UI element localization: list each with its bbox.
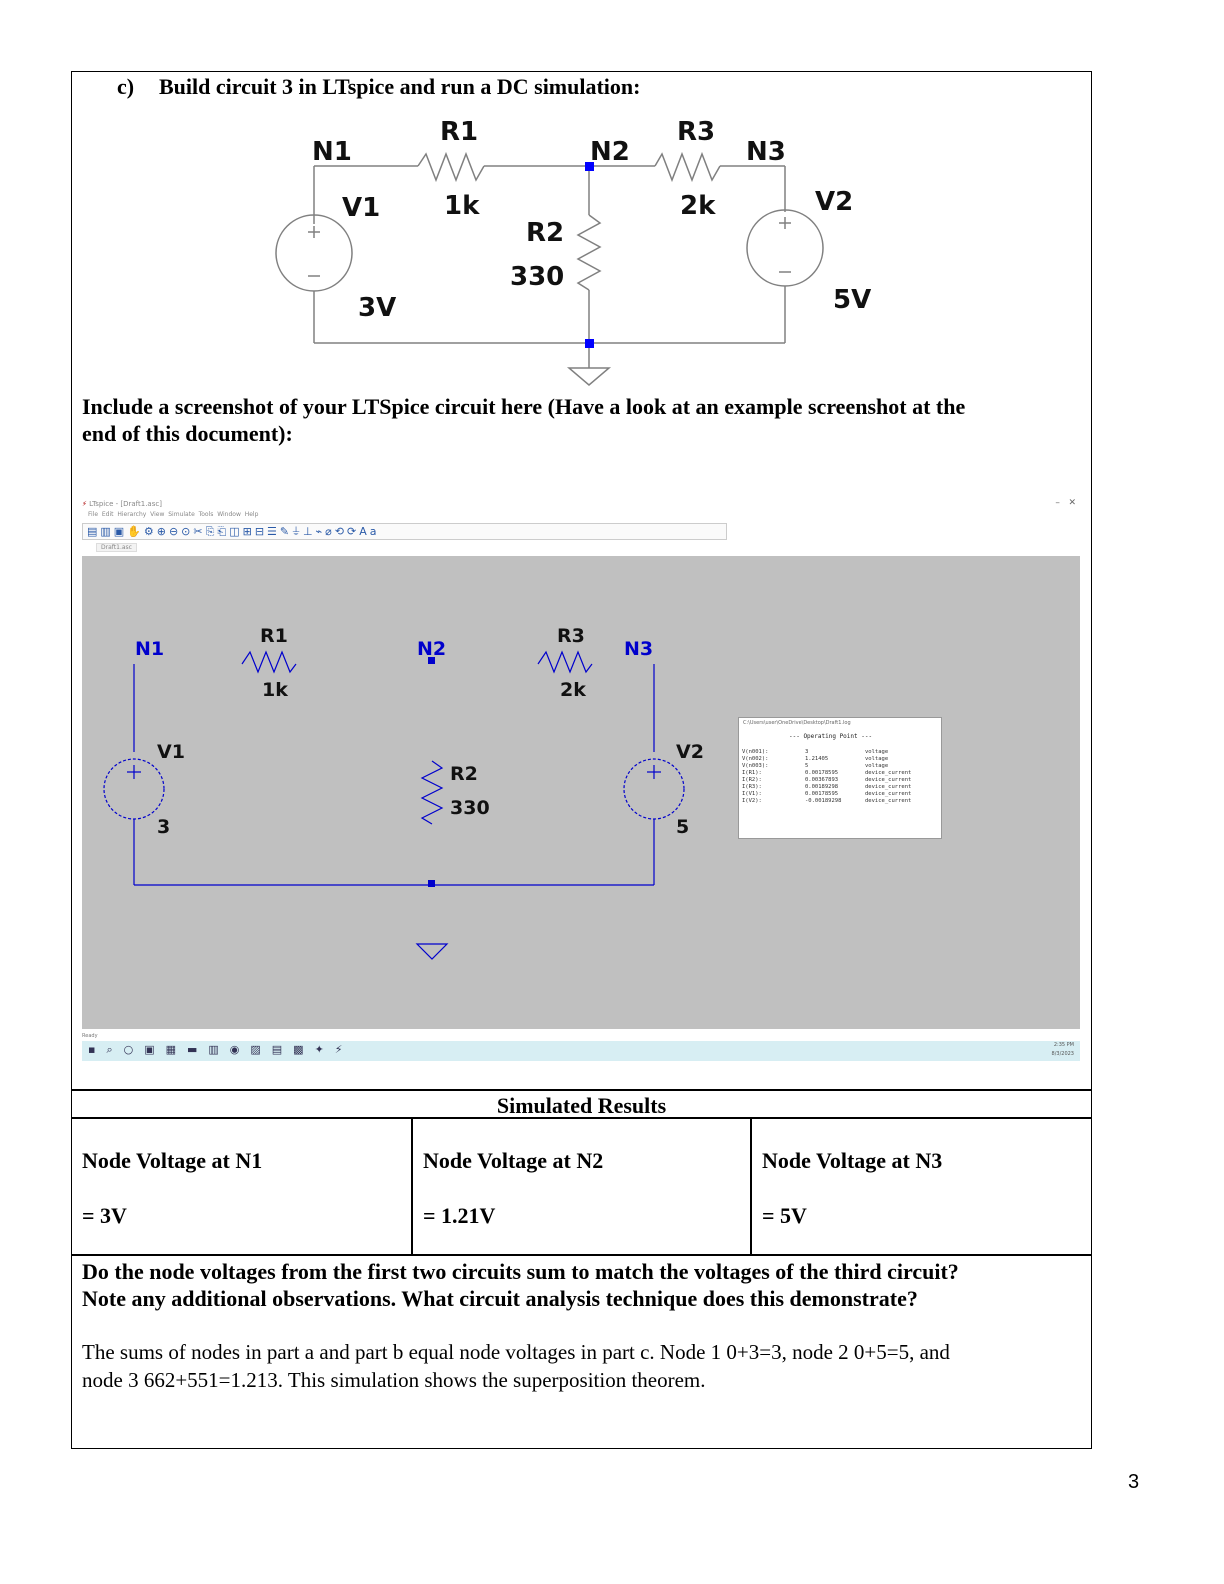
- menu-window[interactable]: Window: [217, 511, 241, 518]
- ltspice-label-r3: R3: [557, 625, 585, 647]
- section-label: c): [117, 74, 135, 99]
- n2-value: = 1.21V: [423, 1203, 496, 1228]
- resistor-r3-zigzag: [655, 154, 720, 180]
- ltspice-label-n2: N2: [417, 638, 447, 660]
- ltspice-node-marker-gnd: [428, 880, 435, 887]
- menu-simulate[interactable]: Simulate: [168, 511, 195, 518]
- toolbar: [82, 523, 727, 540]
- ltspice-window: [82, 498, 1080, 1064]
- label-v2: V2: [815, 187, 854, 217]
- rule-question-top: [71, 1254, 1092, 1256]
- label-n1: N1: [312, 137, 352, 167]
- menu-help[interactable]: Help: [244, 511, 259, 518]
- page-number: 3: [1128, 1471, 1140, 1493]
- op-window-title: C:\Users\user\OneDrive\Desktop\Draft1.log: [743, 720, 851, 726]
- n1-value: = 3V: [82, 1203, 127, 1228]
- ltspice-label-r1: R1: [260, 625, 288, 647]
- ltspice-label-v2-value: 5: [676, 816, 690, 838]
- label-n2: N2: [590, 137, 630, 167]
- operating-point-window[interactable]: [738, 717, 942, 839]
- ltspice-app-icon: ⚡: [82, 500, 87, 508]
- menu-edit[interactable]: Edit: [101, 511, 114, 518]
- ltspice-label-r2: R2: [450, 763, 478, 785]
- resistor-r1-zigzag: [418, 154, 484, 180]
- window-controls[interactable]: – ✕: [1055, 498, 1076, 508]
- circuit-schematic: [260, 110, 880, 390]
- instruction-line-2: end of this document):: [82, 421, 293, 446]
- label-v1-value: 3V: [358, 293, 397, 323]
- answer-line-1: The sums of nodes in part a and part b equal node voltages in part c. Node 1 0+3=3, node 2 0+5=5, and: [82, 1340, 950, 1364]
- taskbar-icons[interactable]: ▪⌕○▣▦▬▥◉▨▤▩✦⚡: [88, 1043, 354, 1056]
- op-row: V(n001): 3 voltage: [742, 749, 889, 755]
- ltspice-label-r2-value: 330: [450, 797, 490, 819]
- section-heading: Build circuit 3 in LTspice and run a DC simulation:: [159, 74, 641, 99]
- ltspice-label-v1-value: 3: [157, 816, 171, 838]
- ground-symbol: [569, 368, 609, 385]
- menu-bar: [88, 511, 258, 518]
- taskbar: [82, 1041, 1080, 1061]
- label-r2: R2: [526, 218, 565, 248]
- results-title: Simulated Results: [496, 1093, 667, 1118]
- cell-divider-1: [411, 1117, 413, 1255]
- resistor-r2-zigzag: [578, 215, 600, 290]
- menu-view[interactable]: View: [150, 511, 165, 518]
- menu-hierarchy[interactable]: Hierarchy: [117, 511, 147, 518]
- label-n3: N3: [746, 137, 786, 167]
- ltspice-label-r1-value: 1k: [262, 679, 288, 701]
- question-line-2: Note any additional observations. What circuit analysis technique does this demonstrate?: [82, 1286, 918, 1311]
- label-r1-value: 1k: [444, 191, 480, 221]
- label-v2-value: 5V: [833, 285, 872, 315]
- tab-draft1[interactable]: Draft1.asc: [96, 543, 137, 552]
- answer-line-2: node 3 662+551=1.213. This simulation shows the superposition theorem.: [82, 1368, 706, 1392]
- instruction-line-1: Include a screenshot of your LTSpice circuit here (Have a look at an example screenshot at the: [82, 394, 966, 419]
- op-row: I(R2): 0.00367893 device_current: [742, 777, 912, 783]
- ltspice-label-v2: V2: [676, 741, 704, 763]
- op-row: I(R1): 0.00178595 device_current: [742, 770, 912, 776]
- question-line-1: Do the node voltages from the first two circuits sum to match the voltages of the third circuit?: [82, 1259, 959, 1284]
- n1-label: Node Voltage at N1: [82, 1148, 263, 1173]
- op-rows: [742, 749, 911, 805]
- n3-label: Node Voltage at N3: [762, 1148, 943, 1173]
- taskbar-clock-time: 2:35 PM: [1053, 1042, 1074, 1048]
- n2-label: Node Voltage at N2: [423, 1148, 604, 1173]
- node-marker-gnd: [585, 339, 594, 348]
- ltspice-label-v1: V1: [157, 741, 185, 763]
- ltspice-title: ⚡ LTspice - [Draft1.asc]: [82, 500, 162, 508]
- status-bar: Ready: [82, 1033, 98, 1039]
- cell-divider-2: [750, 1117, 752, 1255]
- taskbar-clock-date: 8/3/2023: [1051, 1051, 1074, 1057]
- menu-file[interactable]: File: [88, 511, 99, 518]
- label-r3-value: 2k: [680, 191, 716, 221]
- op-row: I(V1): 0.00178595 device_current: [742, 791, 912, 797]
- rule-results-top: [71, 1089, 1092, 1091]
- op-row: I(R3): 0.00189298 device_current: [742, 784, 912, 790]
- op-row: V(n003): 5 voltage: [742, 763, 889, 769]
- label-v1: V1: [342, 193, 381, 223]
- op-row: V(n002): 1.21405 voltage: [742, 756, 889, 762]
- label-r2-value: 330: [510, 262, 565, 292]
- toolbar-icons[interactable]: ▤▥▣✋⚙⊕⊖⊙✂⎘⎗◫⊞⊟☰✎⏚⊥⌁⌀⟲⟳Aa: [87, 525, 380, 538]
- ltspice-label-r3-value: 2k: [560, 679, 586, 701]
- n3-value: = 5V: [762, 1203, 807, 1228]
- op-header: --- Operating Point ---: [789, 733, 873, 740]
- menu-tools[interactable]: Tools: [198, 511, 214, 518]
- ltspice-label-n1: N1: [135, 638, 165, 660]
- op-row: I(V2): -0.00189298 device_current: [742, 798, 912, 804]
- label-r3: R3: [677, 117, 716, 147]
- label-r1: R1: [440, 117, 479, 147]
- ltspice-label-n3: N3: [624, 638, 654, 660]
